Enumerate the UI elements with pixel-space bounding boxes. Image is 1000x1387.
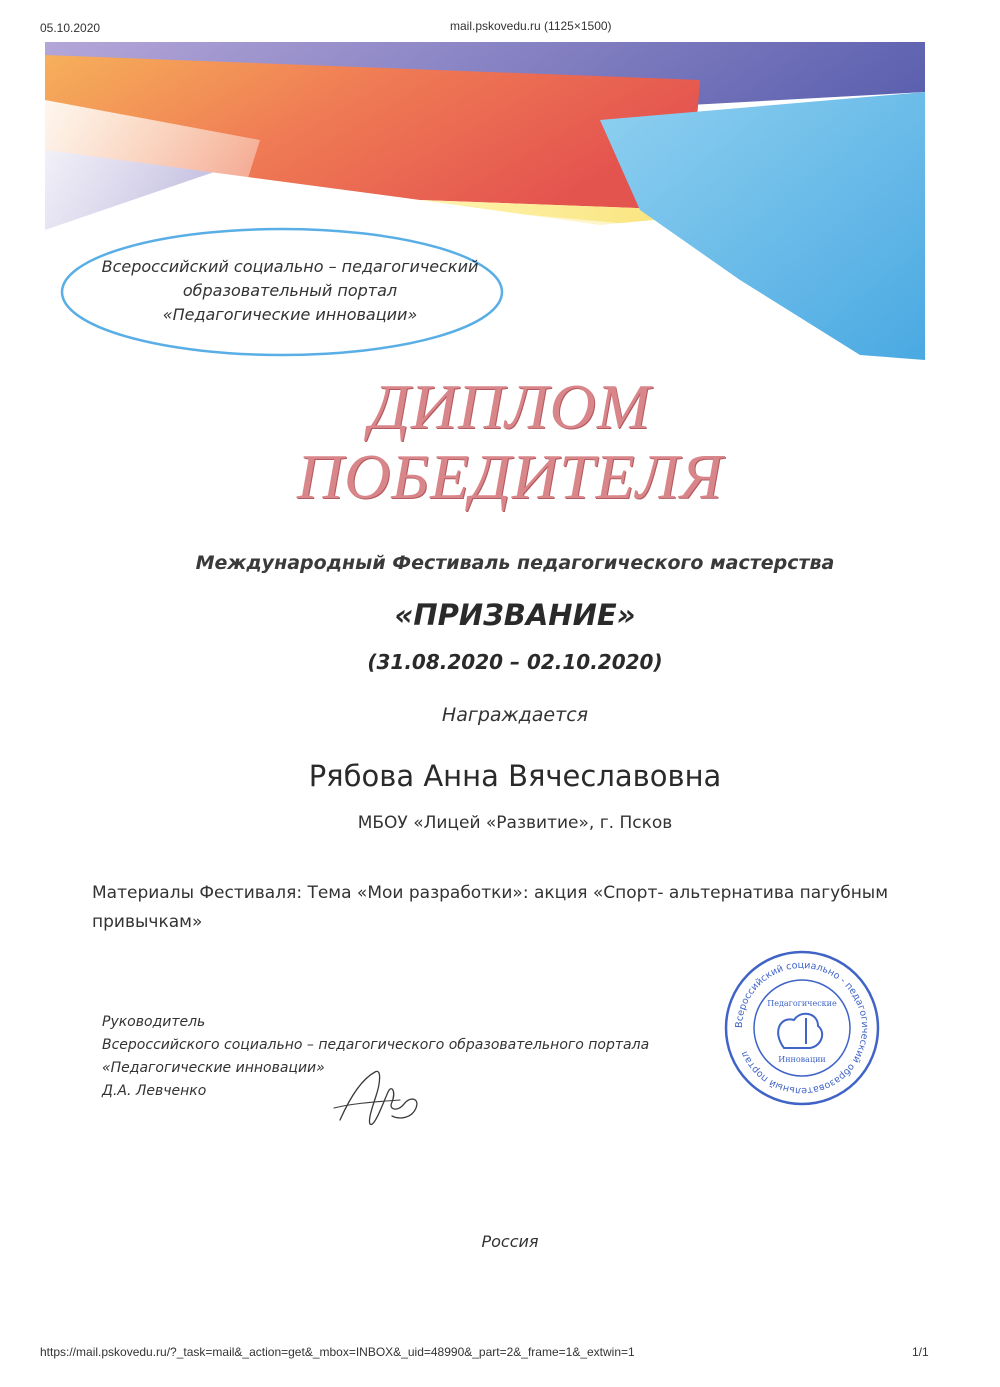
diploma-title-line-1: ДИПЛОМ xyxy=(368,371,652,442)
stamp-inner-top: Педагогические xyxy=(767,999,837,1008)
portal-line-3: «Педагогические инновации» xyxy=(162,305,418,324)
festival-title: «ПРИЗВАНИЕ» xyxy=(394,598,636,632)
awarded-label: Награждается xyxy=(441,704,589,726)
handwritten-signature xyxy=(330,1062,430,1132)
stamp-emblem-icon xyxy=(778,1014,822,1048)
print-page-title: mail.pskovedu.ru (1125×1500) xyxy=(450,19,612,33)
stamp-ring-text: Всероссийский социально - педагогический образовательный портал xyxy=(733,959,871,1097)
recipient-name: Рябова Анна Вячеславовна xyxy=(308,759,722,793)
festival-name: Международный Фестиваль педагогического мастерства xyxy=(195,552,835,574)
stamp-inner-bottom: Инновации xyxy=(778,1055,826,1064)
head-person: Д.А. Левченко xyxy=(102,1083,207,1099)
portal-line-2: образовательный портал xyxy=(182,281,398,300)
recipient-school: МБОУ «Лицей «Развитие», г. Псков xyxy=(357,813,673,833)
diploma-title-line-2: ПОБЕДИТЕЛЯ xyxy=(296,441,724,512)
festival-materials: Материалы Фестиваля: Тема «Мои разработки»: акция «Спорт- альтернатива пагубным привычкам» xyxy=(92,883,889,932)
print-page-count: 1/1 xyxy=(912,1345,929,1359)
portal-label xyxy=(80,255,500,327)
official-stamp xyxy=(722,948,882,1108)
head-portal-name: «Педагогические инновации» xyxy=(102,1060,325,1076)
print-date: 05.10.2020 xyxy=(40,21,101,35)
country-label: Россия xyxy=(481,1232,539,1251)
portal-line-1: Всероссийский социально – педагогический xyxy=(101,257,479,276)
head-role: Руководитель xyxy=(102,1014,206,1030)
festival-dates: (31.08.2020 – 02.10.2020) xyxy=(367,650,663,674)
head-portal-line: Всероссийского социально – педагогического образовательного портала xyxy=(102,1037,650,1053)
print-url: https://mail.pskovedu.ru/?_task=mail&_action=get&_mbox=INBOX&_uid=48990&_part=2&_frame=1&_extwin=1 xyxy=(40,1345,635,1359)
stamp-outer-ring xyxy=(726,952,878,1104)
